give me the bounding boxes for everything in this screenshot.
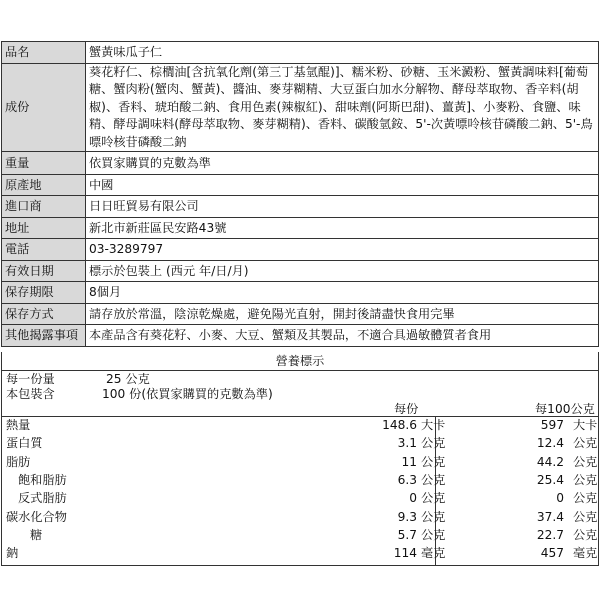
nutrient-name: 熱量 (6, 418, 31, 432)
info-key: 進口商 (2, 196, 86, 218)
nutrition-row (2, 510, 598, 526)
info-key: 其他揭露事項 (2, 325, 86, 347)
serving-size-row (6, 372, 150, 387)
servings-per-package-value: 100 份(依買家購買的克數為準) (102, 387, 273, 401)
per-100g-value: 0 (556, 491, 564, 506)
servings-per-package-row (6, 387, 273, 402)
servings-per-package-label: 本包裝含 (6, 387, 55, 401)
per-serving-value: 11 (401, 454, 417, 469)
per-serving-unit: 毫克 (421, 546, 446, 561)
per-100g-unit: 毫克 (573, 546, 598, 561)
info-row-address (2, 217, 599, 239)
per-serving-value: 5.7 (397, 527, 417, 542)
nutrition-title: 營養標示 (2, 352, 598, 371)
nutrition-header-divider (2, 416, 598, 417)
info-value: 8個月 (86, 282, 599, 304)
info-value: 新北市新莊區民安路43號 (86, 217, 599, 239)
per-100g-unit: 公克 (573, 436, 598, 451)
serving-size-label: 每一份量 (6, 372, 55, 386)
per-100g-value: 37.4 (536, 509, 564, 524)
per-100g-value: 44.2 (536, 454, 564, 469)
nutrient-name: 脂肪 (6, 454, 31, 469)
info-row-phone (2, 239, 599, 261)
per-serving-unit: 公克 (421, 509, 446, 524)
nutrition-row (2, 473, 598, 489)
info-row-storage (2, 303, 599, 325)
per-serving-header: 每份 (394, 402, 419, 416)
per-100g-unit: 大卡 (573, 418, 598, 432)
info-row-expiry (2, 260, 599, 282)
per-serving-value: 148.6 (382, 418, 417, 432)
nutrient-name: 飽和脂肪 (18, 472, 67, 487)
per-100g-unit: 公克 (573, 472, 598, 487)
nutrient-name: 反式脂肪 (18, 491, 67, 506)
info-row-shelf-life (2, 282, 599, 304)
per-100g-value: 12.4 (536, 436, 564, 451)
info-value: 請存放於常溫，陰涼乾燥處，避免陽光直射，開封後請盡快食用完畢 (86, 303, 599, 325)
info-key: 原產地 (2, 174, 86, 196)
info-row-origin (2, 174, 599, 196)
serving-size-value: 25 公克 (106, 372, 150, 386)
per-serving-unit: 公克 (421, 491, 446, 506)
info-value: 依買家購買的克數為準 (86, 152, 599, 175)
info-row-name (2, 42, 599, 64)
per-100g-value: 22.7 (536, 527, 564, 542)
info-key: 有效日期 (2, 260, 86, 282)
nutrition-row (2, 546, 598, 562)
per-serving-value: 0 (409, 491, 417, 506)
per-100g-unit: 公克 (573, 491, 598, 506)
nutrition-row (2, 491, 598, 507)
per-serving-unit: 公克 (421, 454, 446, 469)
nutrition-row (2, 528, 598, 544)
per-100g-header: 每100公克 (535, 402, 595, 416)
info-row-allergen (2, 325, 599, 347)
nutrient-name: 碳水化合物 (6, 509, 67, 524)
per-serving-value: 9.3 (397, 509, 417, 524)
per-100g-value: 25.4 (536, 472, 564, 487)
per-serving-value: 114 (393, 546, 417, 561)
per-serving-unit: 公克 (421, 436, 446, 451)
info-value: 本產品含有葵花籽、小麥、大豆、蟹類及其製品，不適合具過敏體質者食用 (86, 325, 599, 347)
per-serving-value: 3.1 (397, 436, 417, 451)
per-serving-value: 6.3 (397, 472, 417, 487)
nutrient-name: 糖 (30, 527, 43, 542)
info-key: 地址 (2, 217, 86, 239)
info-value: 標示於包裝上 (西元 年/日/月) (86, 260, 599, 282)
product-label (1, 41, 599, 566)
info-row-weight (2, 152, 599, 175)
per-100g-unit: 公克 (573, 454, 598, 469)
nutrient-name: 鈉 (6, 546, 19, 561)
per-serving-unit: 公克 (421, 527, 446, 542)
nutrition-panel (1, 352, 599, 566)
per-serving-unit: 大卡 (421, 418, 446, 432)
nutrition-row (2, 455, 598, 471)
per-100g-unit: 公克 (573, 509, 598, 524)
info-key: 重量 (2, 152, 86, 175)
info-key: 保存期限 (2, 282, 86, 304)
info-key: 品名 (2, 42, 86, 64)
product-info-table (1, 41, 599, 347)
info-key: 電話 (2, 239, 86, 261)
info-value: 中國 (86, 174, 599, 196)
info-value: 蟹黃味瓜子仁 (86, 42, 599, 64)
info-row-importer (2, 196, 599, 218)
nutrient-name: 蛋白質 (6, 436, 43, 451)
nutrition-row (2, 436, 598, 452)
nutrition-row (2, 418, 598, 434)
info-value: 葵花籽仁、棕櫚油[含抗氧化劑(第三丁基氫醌)]、糯米粉、砂糖、玉米澱粉、蟹黃調味料[葡萄糖、蟹肉粉(蟹肉、蟹黃)、醬油、麥芽糊精、大豆蛋白加水分解物、酵母萃取物、香辛料(胡椒)、香料、琥珀酸二鈉、食用色素(辣椒紅)、甜味劑(阿斯巴甜)、薑黃]、小麥粉、食鹽、味精、酵母調味料(酵母萃取物、麥芽糊精)、香料、碳酸氫銨、5'-次黃嘌呤核苷磷酸二鈉、5'-鳥嘌呤核苷磷酸二鈉 (86, 63, 599, 152)
info-value: 03-3289797 (86, 239, 599, 261)
info-value: 日日旺貿易有限公司 (86, 196, 599, 218)
per-100g-unit: 公克 (573, 527, 598, 542)
info-row-ingredients (2, 63, 599, 152)
info-key: 成份 (2, 63, 86, 152)
info-key: 保存方式 (2, 303, 86, 325)
per-100g-value: 597 (540, 418, 564, 432)
per-100g-value: 457 (540, 546, 564, 561)
per-serving-unit: 公克 (421, 472, 446, 487)
